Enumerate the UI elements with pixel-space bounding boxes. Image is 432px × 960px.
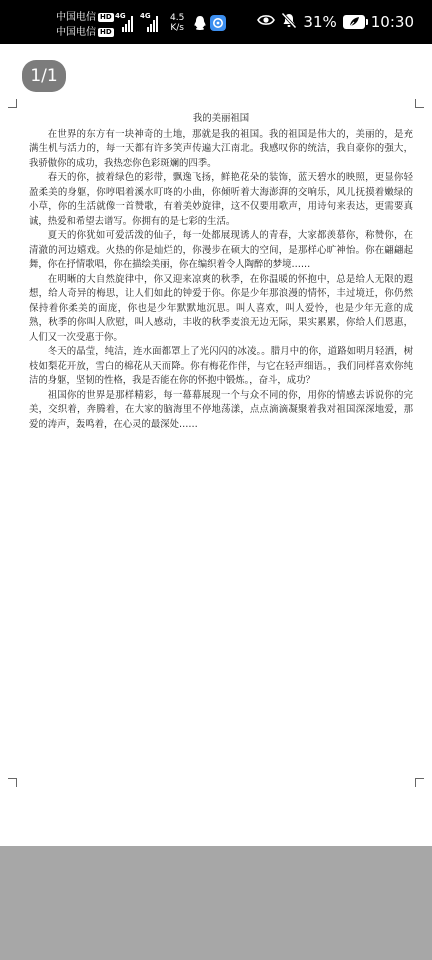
battery-percent: 31% bbox=[303, 13, 337, 31]
document-page-content bbox=[29, 112, 413, 432]
crop-mark-bottom-right bbox=[415, 778, 424, 787]
carrier-1: 中国电信 HD bbox=[56, 12, 112, 23]
page-indicator: 1/1 bbox=[22, 60, 66, 92]
status-bar bbox=[0, 0, 432, 44]
paragraph: 祖国你的世界是那样精彩，每一幕幕展现一个与众不同的你，用你的情感去诉说你的完美，交织着，奔腾着，在大家的脑海里不停地荡漾，点点滴滴凝聚着我对祖国深深地爱，那爱的涛声，轰鸣着，在心灵的最深处…… bbox=[29, 389, 413, 430]
signal-strength-icon bbox=[116, 14, 134, 32]
network-type-label: 4G bbox=[115, 12, 126, 20]
hd-badge: HD bbox=[100, 13, 112, 21]
mute-bell-icon bbox=[281, 12, 297, 33]
eye-comfort-icon bbox=[257, 13, 275, 31]
battery-icon bbox=[343, 15, 365, 29]
paragraph: 春天的你，披着绿色的彩带，飘逸飞扬，鲜艳花朵的装饰，蓝天碧水的映照，更显你轻盈柔美的身躯，你哼唱着溪水叮咚的小曲，你倾听着大海澎湃的交响乐，风儿抚摸着嫩绿的小草，你的生活就像一首赞歌，有着美妙旋律，这不仅要用歌声，用诗句来表达，更需要真诚，热爱和希望去谱写。你拥有的是七彩的生活。 bbox=[29, 172, 413, 227]
app-notification-icon bbox=[210, 15, 226, 31]
crop-mark-bottom-left bbox=[8, 778, 17, 787]
viewer-bottom-area bbox=[0, 846, 432, 960]
network-speed: 4.5 K/s bbox=[170, 13, 185, 33]
network-type-label: 4G bbox=[140, 12, 151, 20]
paragraph: 在明晰的大自然旋律中，你又迎来凉爽的秋季，在你温暖的怀抱中，总是给人无限的遐想，给人奇异的梅思，让人们如此的钟爱于你。你是少年那浪漫的情怀，丰过境迁，你仍然保持着你柔美的面庞，你也是少年默默地沉思。叫人喜欢，叫人爱怜，也是少年无意的成熟，秋季的你叫人欣慰，叫人感动，丰收的秋季麦浪无边无际，果实累累，你给人们恩惠，人们又一次受惠于你。 bbox=[29, 273, 413, 343]
crop-mark-top-left bbox=[8, 99, 17, 108]
hd-badge: HD bbox=[100, 28, 112, 36]
carrier-2: 中国电信 HD bbox=[56, 27, 112, 38]
signal-strength-icon bbox=[141, 14, 159, 32]
paragraph: 在世界的东方有一块神奇的土地，那就是我的祖国。我的祖国是伟大的，美丽的，是充满生机与活力的，每一天都有许多笑声传遍大江南北。我感叹你的统洁，我自豪你的强大，我骄傲你的成功，我热恋你色彩斑斓的四季。 bbox=[29, 128, 413, 169]
clock: 10:30 bbox=[370, 13, 414, 31]
document-title: 我的美丽祖国 bbox=[192, 113, 250, 124]
paragraph: 夏天的你犹如可爱活泼的仙子，每一处都展现诱人的青春，大家都羡慕你，称赞你，在清澈的河边嬉戏。火热的你是灿烂的，你漫步在硕大的空间，是那样心旷神怡。你在翩翩起舞，你在抒情歌唱，你在描绘美丽，你在编织着令人陶醉的梦境…… bbox=[29, 230, 413, 270]
crop-mark-top-right bbox=[415, 99, 424, 108]
qq-icon bbox=[192, 15, 208, 31]
paragraph: 冬天的晶莹，纯洁，连水面都罩上了光闪闪的冰凌。。腊月中的你，道路如明月轻洒，树枝如梨花开放，雪白的棉花从天而降。你有梅花作伴，与它在轻声细语。，我们同样喜欢你纯洁的身躯，坚韧的性格，我是否能在你的怀抱中锻炼。，奋斗，成功？ bbox=[29, 346, 413, 386]
